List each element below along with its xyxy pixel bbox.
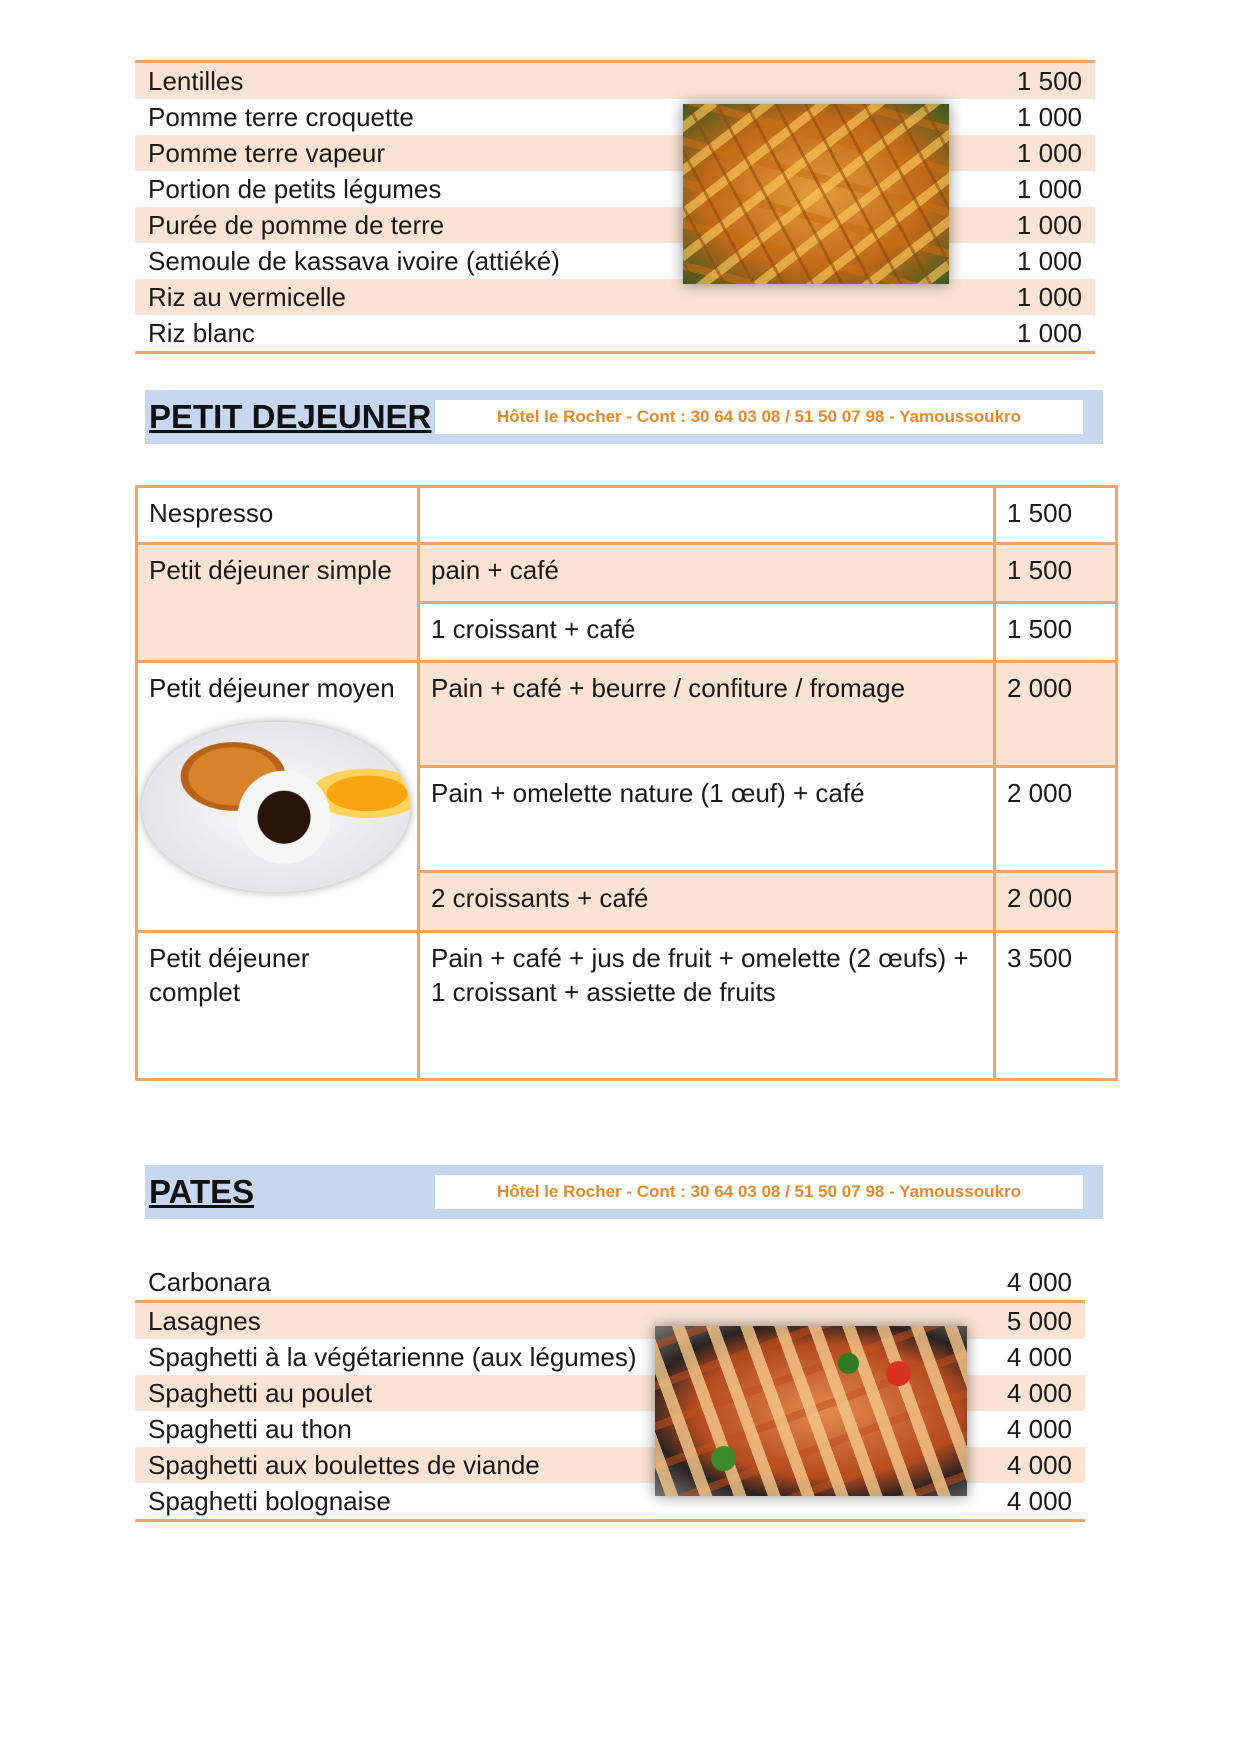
table-row: [137, 932, 1117, 1080]
hotel-contact-banner: Hôtel le Rocher - Cont : 30 64 03 08 / 51 50 07 98 - Yamoussoukro: [435, 400, 1083, 434]
item-name: Lasagnes: [135, 1302, 919, 1340]
section-title: PATES: [149, 1173, 255, 1210]
item-name: Petit déjeuner complet: [137, 932, 419, 1080]
item-desc: 2 croissants + café: [419, 872, 995, 932]
item-desc: Pain + omelette nature (1 œuf) + café: [419, 767, 995, 872]
item-price: 2 000: [995, 767, 1117, 872]
item-name: Lentilles: [135, 62, 929, 100]
item-price: 3 500: [995, 932, 1117, 1080]
item-price: 5 000: [919, 1302, 1085, 1340]
croissant-coffee-photo: [142, 722, 410, 892]
accompaniments-table: [135, 60, 1095, 354]
item-name: Pomme terre croquette: [148, 101, 414, 132]
item-name: Spaghetti au thon: [148, 1413, 352, 1444]
hotel-contact-banner: Hôtel le Rocher - Cont : 30 64 03 08 / 51 50 07 98 - Yamoussoukro: [435, 1175, 1083, 1209]
french-fries-photo: [683, 104, 949, 284]
item-price: 2 000: [995, 662, 1117, 767]
item-price: 1 500: [995, 544, 1117, 603]
item-price: 1 000: [1016, 101, 1082, 132]
item-price: 1 000: [929, 279, 1095, 315]
list-item: [135, 207, 1095, 243]
list-item: [135, 99, 1095, 135]
section-header-petit-dejeuner: [145, 390, 1103, 444]
item-name: Riz blanc: [148, 317, 255, 348]
item-desc: Pain + café + beurre / confiture / fromage: [419, 662, 995, 767]
item-name: Nespresso: [137, 487, 419, 544]
item-price: 2 000: [995, 872, 1117, 932]
item-price: 4 000: [919, 1375, 1085, 1411]
item-price: 4 000: [919, 1264, 1085, 1302]
list-item: [135, 1264, 1085, 1302]
item-price: 4 000: [1006, 1341, 1072, 1372]
item-price: 1 000: [929, 135, 1095, 171]
item-price: 1 000: [1016, 317, 1082, 348]
item-name: Carbonara: [135, 1264, 919, 1302]
item-name: Riz au vermicelle: [135, 279, 929, 315]
list-item: [135, 171, 1095, 207]
section-title: PETIT DEJEUNER: [149, 398, 432, 435]
item-price: 1 500: [995, 603, 1117, 662]
item-price: 1 500: [995, 487, 1117, 544]
item-desc: Pain + café + jus de fruit + omelette (2 œufs) + 1 croissant + assiette de fruits: [419, 932, 995, 1080]
list-item: [135, 62, 1095, 100]
item-name: Portion de petits légumes: [148, 173, 442, 204]
item-price: 1 000: [929, 207, 1095, 243]
table-row: [137, 544, 1117, 603]
list-item: [135, 279, 1095, 315]
item-price: 1 500: [929, 62, 1095, 100]
item-name: Spaghetti à la végétarienne (aux légumes): [148, 1341, 637, 1372]
item-price: 1 000: [1016, 173, 1082, 204]
item-name: Petit déjeuner moyen: [137, 662, 419, 932]
item-name: Spaghetti au poulet: [135, 1375, 919, 1411]
item-name: Semoule de kassava ivoire (attiéké): [148, 245, 560, 276]
item-price: 1 000: [1016, 245, 1082, 276]
item-desc: [419, 487, 995, 544]
item-price: 4 000: [919, 1447, 1085, 1483]
item-name: Spaghetti aux boulettes de viande: [135, 1447, 919, 1483]
item-desc: pain + café: [419, 544, 995, 603]
item-price: 4 000: [1006, 1485, 1072, 1516]
penne-pasta-photo: [655, 1326, 967, 1496]
item-name: Petit déjeuner simple: [137, 544, 419, 662]
list-item: [135, 315, 1095, 353]
item-name: Pomme terre vapeur: [135, 135, 929, 171]
item-name: Purée de pomme de terre: [135, 207, 929, 243]
list-item: [135, 135, 1095, 171]
section-header-pates: [145, 1165, 1103, 1219]
table-row: [137, 487, 1117, 544]
item-desc: 1 croissant + café: [419, 603, 995, 662]
item-price: 4 000: [1006, 1413, 1072, 1444]
list-item: [135, 243, 1095, 279]
item-name: Spaghetti bolognaise: [148, 1485, 391, 1516]
